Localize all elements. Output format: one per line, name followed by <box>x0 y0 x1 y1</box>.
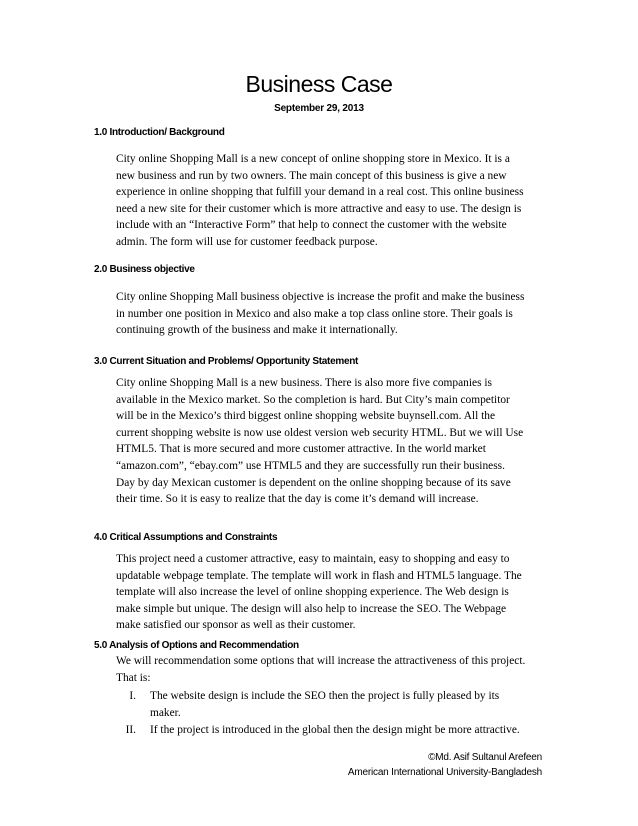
body-line: City online Shopping Mall is a new business. There is also more five companies is <box>116 377 492 389</box>
section-heading-analysis: 5.0 Analysis of Options and Recommendation <box>94 640 299 651</box>
body-line: City online Shopping Mall is a new concept of online shopping store in Mexico. It is a <box>116 153 510 165</box>
section-heading-introduction: 1.0 Introduction/ Background <box>94 127 225 138</box>
body-line: continuing growth of the business and make it internationally. <box>116 324 398 337</box>
section-body-analysis <box>116 653 544 686</box>
body-line: make simple but unique. The design will also help to increase the SEO. The Webpage <box>116 602 507 615</box>
body-line: admin. The form will use for customer feedback purpose. <box>116 235 378 248</box>
body-line: City online Shopping Mall business objective is increase the profit and make the business <box>116 291 525 303</box>
body-line: available in the Mexico market. So the completion is hard. But City’s main competitor <box>116 393 510 406</box>
body-line: new business and run by two owners. The main concept of this business is give a new <box>116 169 507 182</box>
body-line: need a new site for their customer which is more attractive and easy to use. The design is <box>116 202 522 215</box>
section-body-introduction <box>116 151 544 251</box>
body-line: HTML5. That is more secured and more customer attractive. In the world market <box>116 443 486 456</box>
body-line: That is: <box>116 671 151 684</box>
option-number: II. <box>125 724 136 736</box>
body-line: make satisfied our sponsor as well as their customer. <box>116 619 356 632</box>
body-line: We will recommendation some options that will increase the attractiveness of this project. <box>116 655 526 667</box>
option-number: I. <box>129 690 136 702</box>
body-line: include with an “Interactive Form” that help to connect the customer with the website <box>116 219 507 232</box>
body-line: in number one position in Mexico and also make a top class online store. Their goals is <box>116 307 513 320</box>
body-line: experience in online shopping that fulfill your demand in a real cost. This online business <box>116 186 524 199</box>
option-line: maker. <box>150 706 181 719</box>
option-item <box>150 722 542 739</box>
document-date: September 29, 2013 <box>274 103 364 114</box>
section-body-assumptions <box>116 551 544 634</box>
footer-author: ©Md. Asif Sultanul Arefeen <box>428 752 542 763</box>
section-heading-business-objective: 2.0 Business objective <box>94 264 195 275</box>
body-line: will be in the Mexico’s third biggest online shopping website buynsell.com. All the <box>116 410 496 423</box>
section-heading-assumptions: 4.0 Critical Assumptions and Constraints <box>94 532 278 543</box>
body-line: their time. So it is easy to realize that the day is come it’s demand will increase. <box>116 493 479 506</box>
footer-institution: American International University-Bangladesh <box>347 767 542 778</box>
option-line: If the project is introduced in the global then the design might be more attractive. <box>150 724 520 736</box>
body-line: current shopping website is now use oldest version web security HTML. But we will Use <box>116 426 524 439</box>
body-line: Day by day Mexican customer is dependent on the online shopping because of its save <box>116 476 511 489</box>
section-body-current-situation <box>116 375 544 508</box>
body-line: template will also increase the level of online shopping experience. The Web design is <box>116 586 509 599</box>
document-title: Business Case <box>245 71 393 97</box>
option-item <box>150 688 542 721</box>
body-line: This project need a customer attractive, easy to maintain, easy to shopping and easy to <box>116 553 510 565</box>
section-body-business-objective <box>116 289 544 339</box>
body-line: “amazon.com”, “ebay.com” use HTML5 and they are successfully run their business. <box>116 459 505 472</box>
section-heading-current-situation: 3.0 Current Situation and Problems/ Opportunity Statement <box>94 356 359 367</box>
body-line: updatable webpage template. The template will work in flash and HTML5 language. The <box>116 569 522 582</box>
option-line: The website design is include the SEO then the project is fully pleased by its <box>150 690 500 702</box>
